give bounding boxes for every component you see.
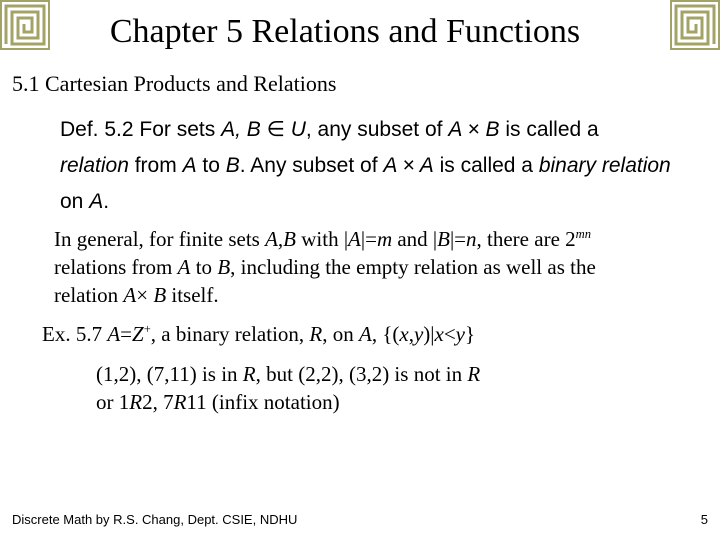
footer-credit: Discrete Math by R.S. Chang, Dept. CSIE, NDHU <box>12 512 298 527</box>
definition-block: Def. 5.2 For sets A, B ∈ U, any subset of A × B is called a relation from A to B. Any subset of A × A is called a binary relation on A. <box>60 118 671 213</box>
slide-title: Chapter 5 Relations and Functions <box>109 13 581 50</box>
example-line: Ex. 5.7 A=Z+, a binary relation, R, on A, {(x,y)|x<y} <box>42 322 476 346</box>
example-detail: (1,2), (7,11) is in R, but (2,2), (3,2) is not in R or 1R2, 7R11 (infix notation) <box>96 362 481 414</box>
section-heading: 5.1 Cartesian Products and Relations <box>12 71 337 96</box>
general-paragraph: In general, for finite sets A,B with |A|=m and |B|=n, there are $2^{mn}$ relations from A to B, including the empty relation as well as the relation A× B itself. <box>54 227 596 307</box>
page-number: 5 <box>700 512 708 527</box>
